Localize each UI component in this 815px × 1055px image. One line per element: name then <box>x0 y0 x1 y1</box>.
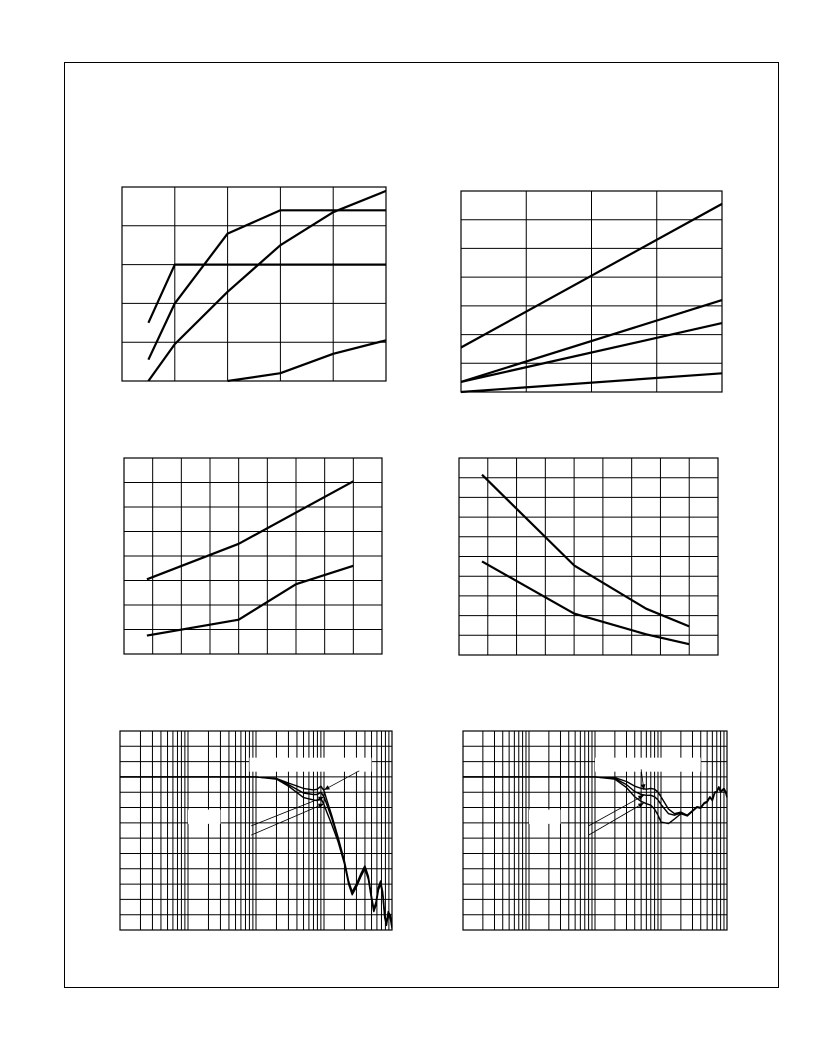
series-line-3 <box>148 191 386 381</box>
series-line-4 <box>228 340 386 381</box>
plot-border <box>122 187 386 381</box>
series-line-2 <box>147 566 353 636</box>
callout-arrow <box>589 795 644 826</box>
chart-3 <box>124 458 382 654</box>
series-line-1 <box>148 265 386 323</box>
callout-label-box <box>188 810 220 824</box>
chart-6 <box>463 731 727 930</box>
series-line-2 <box>482 561 689 644</box>
callout-arrow <box>324 771 359 790</box>
chart-4 <box>459 458 718 655</box>
callout-label-box <box>529 810 560 824</box>
series-line-2 <box>148 210 386 359</box>
chart-1 <box>122 187 386 381</box>
series-line-1 <box>147 481 353 579</box>
callout-label-box <box>595 758 701 772</box>
chart-2 <box>461 191 722 392</box>
chart-5 <box>120 731 392 930</box>
callout-label-box <box>249 758 371 772</box>
